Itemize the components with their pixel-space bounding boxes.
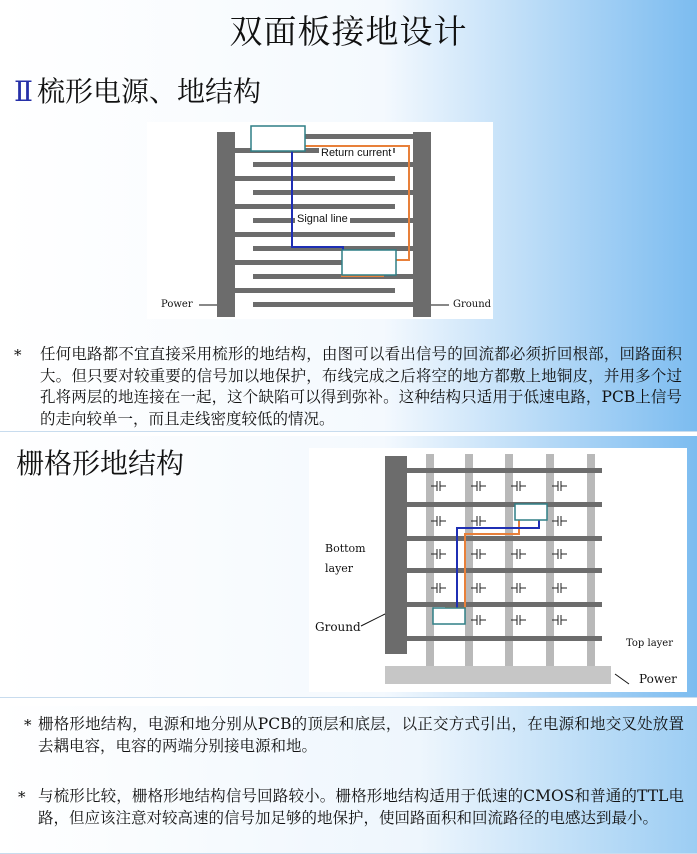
power-strip: [385, 666, 611, 684]
signal-line-label: Signal line: [297, 213, 348, 225]
ground-trunk-grid: [385, 456, 407, 654]
roman-numeral: Ⅱ: [14, 75, 34, 108]
source-component: [251, 126, 305, 151]
ground-label: Ground: [453, 299, 492, 310]
power-leader-grid: [615, 674, 629, 684]
section-heading-grid: 栅格形地结构: [16, 447, 185, 480]
section-heading-comb: [14, 70, 261, 110]
power-label: Power: [161, 299, 193, 310]
grid-diagram-svg: [309, 448, 687, 692]
ground-leader-grid: [361, 614, 385, 626]
ground-trunk: [413, 132, 431, 317]
grid-structure-panel: [0, 436, 697, 698]
power-trunk: [217, 132, 235, 317]
comb-diagram: [147, 122, 493, 319]
return-current-label: Return current: [321, 147, 392, 159]
bullet-mark-1: *: [24, 716, 32, 734]
grid-diagram: [309, 448, 687, 692]
grid-load-component: [433, 608, 465, 624]
grid-description-panel: [0, 706, 697, 854]
bullet-mark-2: *: [18, 788, 26, 806]
grid-source-component: [515, 504, 547, 520]
section-heading-text: 梳形电源、地结构: [37, 75, 262, 108]
bullet-mark: *: [14, 346, 22, 364]
grid-bullet-2: 与梳形比较，栅格形地结构信号回路较小。栅格形地结构适用于低速的CMOS和普通的TTL电路，但应该注意对较高速的信号加足够的地保护，使回路面积和回流路径的电感达到最小。: [38, 787, 684, 827]
grid-bullet-1: 栅格形地结构，电源和地分别从PCB的顶层和底层，以正交方式引出，在电源和地交叉处放置去耦电容，电容的两端分别接电源和地。: [38, 715, 684, 755]
top-layer-bars: [426, 454, 595, 666]
top-layer-label: Top layer: [626, 638, 674, 649]
load-component: [342, 250, 396, 275]
power-label-grid: Power: [639, 672, 677, 686]
bottom-label-1: Bottom: [325, 542, 366, 555]
comb-description: 任何电路都不宜直接采用梳形的地结构，由图可以看出信号的回流都必须折回根部，回路面积大。但只要对较重要的信号加以地保护，布线完成之后将空的地方都敷上地铜皮，并用多个过孔将两层的地连接在一起，这个缺陷可以得到弥补。这种结构只适用于低速电路，PCB上信号的走向较单一，而且走线密度较低的情况。: [40, 345, 682, 428]
bottom-label-2: layer: [325, 562, 354, 575]
ground-label-grid: Ground: [315, 620, 361, 634]
page-title: 双面板接地设计: [229, 12, 468, 51]
